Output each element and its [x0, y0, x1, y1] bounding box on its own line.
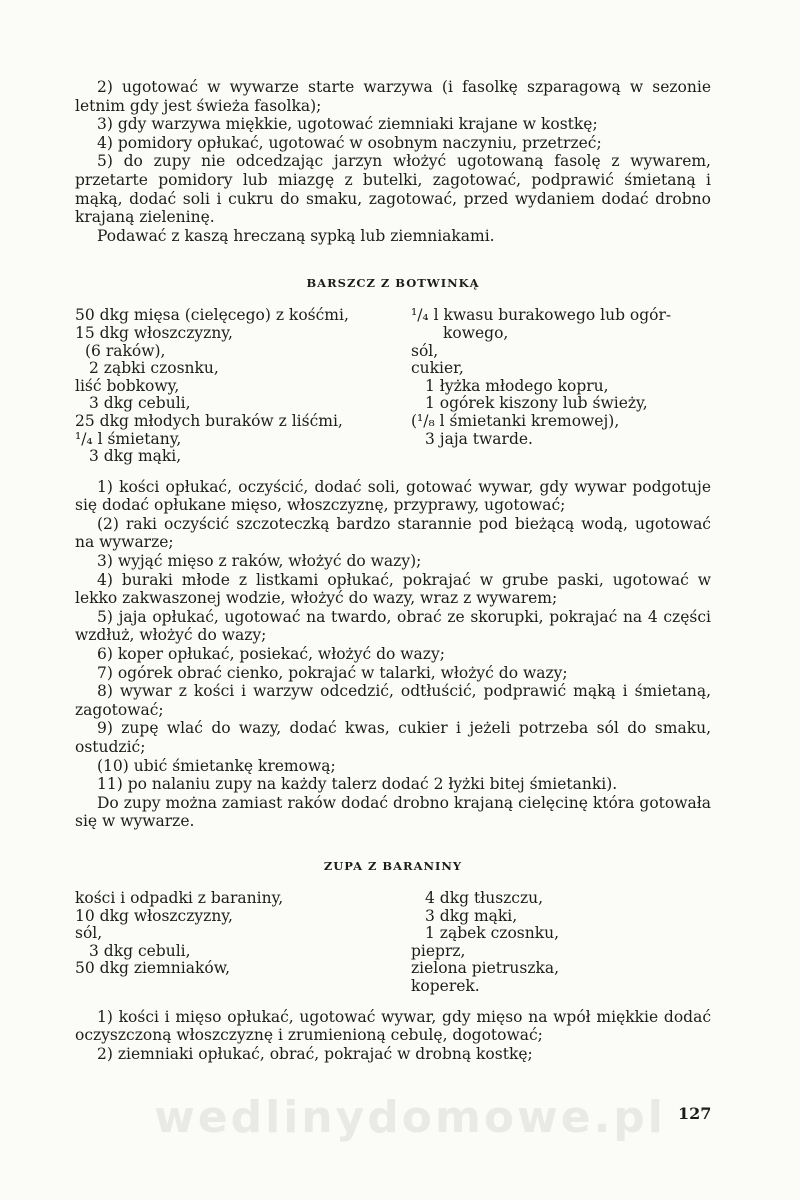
ingredient: 3 dkg cebuli, [89, 394, 191, 413]
ingredient: (6 raków), [85, 341, 166, 360]
ingredient: 4 dkg tłuszczu, [425, 888, 544, 907]
ingredient: ¹/₄ l śmietany, [75, 429, 182, 448]
intro-step: 5) do zupy nie odcedzając jarzyn włożyć ugotowaną fasolę z wywarem, przetarte pomidory lub miazgę z butelki, zagotować, podprawić śmietaną i mąką, dodać soli i cukru do smaku, zagotować, przed wydaniem dodać drobno krajaną zieleninę. [75, 152, 711, 227]
ingredient: koperek. [411, 976, 480, 995]
recipe-step: 7) ogórek obrać cienko, pokrajać w talarki, włożyć do wazy; [97, 663, 568, 682]
ingredient: 2 ząbki czosnku, [89, 359, 219, 378]
baranina-steps [75, 1008, 711, 1064]
ingredient: 3 dkg mąki, [425, 906, 518, 925]
recipe-step: 1) kości opłukać, oczyścić, dodać soli, gotować wywar, gdy wywar podgotuje się dodać opłukane mięso, włoszczyznę, przyprawy, ugotować; [75, 477, 711, 515]
recipe-step: 11) po nalaniu zupy na każdy talerz dodać 2 łyżki bitej śmietanki). [97, 775, 618, 794]
ingredient: sól, [75, 924, 103, 943]
ingredient: liść bobkowy, [75, 376, 180, 395]
ingredient: 1 ogórek kiszony lub świeży, [425, 394, 648, 413]
ingredient: 15 dkg włoszczyzny, [75, 323, 233, 342]
recipe-note: Do zupy można zamiast raków dodać drobno krajaną cielęcinę która gotowała się w wywarze. [75, 793, 711, 831]
intro-step: 4) pomidory opłukać, ugotować w osobnym naczyniu, przetrzeć; [97, 133, 602, 152]
recipe-step: 1) kości i mięso opłukać, ugotować wywar, gdy mięso na wpół miękkie dodać oczyszczoną włoszczyznę i zrumienioną cebulę, dogotować; [75, 1007, 711, 1045]
ingredient: 10 dkg włoszczyzny, [75, 906, 233, 925]
ingredient: cukier, [411, 359, 464, 378]
serving-note: Podawać z kaszą hreczaną sypką lub ziemniakami. [97, 226, 495, 245]
ingredient: ¹/₄ l kwasu burakowego lub ogór- [411, 306, 672, 325]
ingredient: kowego, [443, 323, 509, 342]
recipe-step: (2) raki oczyścić szczoteczką bardzo starannie pod bieżącą wodą, ugotować na wywarze; [75, 514, 711, 552]
recipe-title-baranina: ZUPA Z BARANINY [323, 858, 463, 873]
ingredient: kości i odpadki z baraniny, [75, 888, 284, 907]
ingredients-right-column [411, 307, 711, 465]
intro-steps [75, 78, 711, 245]
page-number: 127 [678, 1104, 712, 1123]
ingredient: 25 dkg młodych buraków z liśćmi, [75, 411, 343, 430]
intro-step: 3) gdy warzywa miękkie, ugotować ziemniaki krajane w kostkę; [97, 115, 598, 134]
ingredient: pieprz, [411, 941, 466, 960]
barszcz-ingredients [75, 307, 711, 465]
book-page [75, 78, 711, 1063]
ingredient: sól, [411, 341, 439, 360]
ingredient: 1 łyżka młodego kopru, [425, 376, 609, 395]
watermark: wedlinydomowe.pl [154, 1092, 666, 1143]
recipe-step: 9) zupę wlać do wazy, dodać kwas, cukier i jeżeli potrzeba sól do smaku, ostudzić; [75, 719, 711, 756]
intro-step: 2) ugotować w wywarze starte warzywa (i fasolkę szparagową w sezonie letnim gdy jest świeża fasolka); [75, 78, 711, 115]
recipe-step: 6) koper opłukać, posiekać, włożyć do wazy; [97, 645, 445, 664]
recipe-step: 4) buraki młode z listkami opłukać, pokrajać w grube paski, ugotować w lekko zakwaszonej wodzie, włożyć do wazy, wraz z wywarem; [75, 570, 711, 608]
recipe-title-barszcz: BARSZCZ Z BOTWINKĄ [306, 276, 480, 291]
ingredient: zielona pietruszka, [411, 959, 560, 978]
recipe-step: 3) wyjąć mięso z raków, włożyć do wazy); [97, 552, 422, 571]
baranina-ingredients [75, 890, 711, 996]
ingredients-right-column [411, 890, 711, 996]
recipe-step: 5) jaja opłukać, ugotować na twardo, obrać ze skorupki, pokrajać na 4 części wzdłuż, włożyć do wazy; [75, 607, 711, 645]
ingredient: 50 dkg mięsa (cielęcego) z kośćmi, [75, 306, 349, 325]
recipe-step: 8) wywar z kości i warzyw odcedzić, odtłuścić, podprawić mąką i śmietaną, zagotować; [75, 682, 711, 719]
ingredients-left-column [75, 307, 405, 465]
recipe-step: 2) ziemniaki opłukać, obrać, pokrajać w drobną kostkę; [97, 1044, 533, 1063]
ingredient: 3 dkg mąki, [89, 447, 182, 466]
ingredient: 3 dkg cebuli, [89, 941, 191, 960]
ingredient: 50 dkg ziemniaków, [75, 959, 231, 978]
barszcz-steps [75, 478, 711, 831]
ingredients-left-column [75, 890, 405, 996]
ingredient: (¹/₈ l śmietanki kremowej), [411, 411, 620, 430]
ingredient: 3 jaja twarde. [425, 429, 533, 448]
ingredient: 1 ząbek czosnku, [425, 924, 560, 943]
recipe-step: (10) ubić śmietankę kremową; [97, 756, 336, 775]
